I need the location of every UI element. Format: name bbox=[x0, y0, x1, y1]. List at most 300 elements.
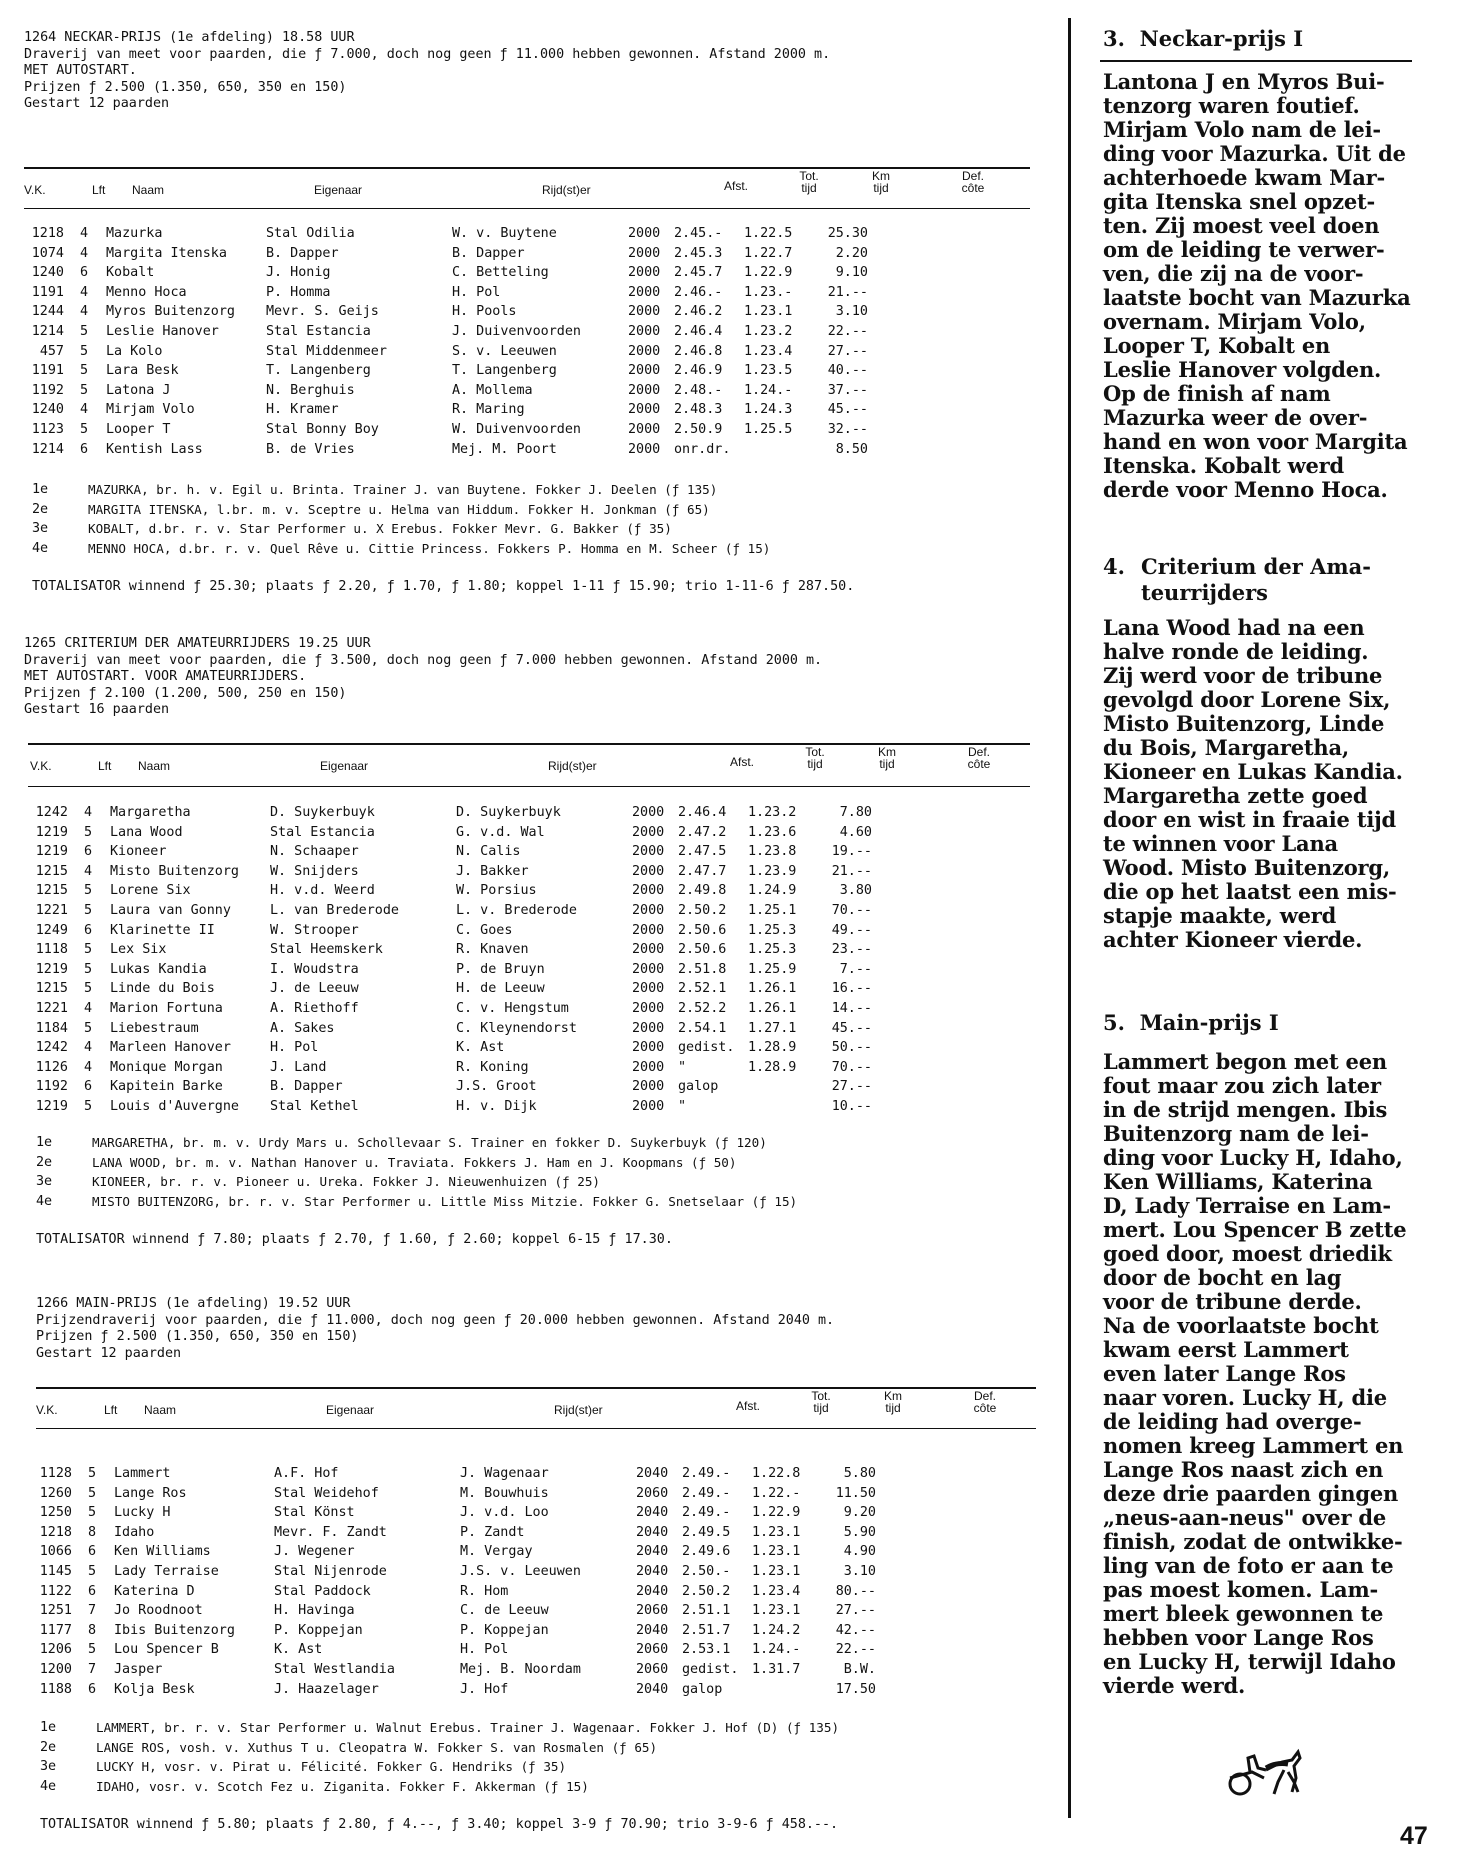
cell-afst: 2000 bbox=[632, 1098, 665, 1114]
cell-rijder: J. v.d. Loo bbox=[460, 1505, 549, 1521]
report-line: hebben voor Lange Ros bbox=[1103, 1625, 1374, 1650]
cell-vk: 1214 bbox=[31, 323, 64, 339]
cell-vk: 1191 bbox=[31, 284, 64, 300]
cell-vk: 1251 bbox=[39, 1603, 72, 1619]
cell-def-cote: 37.-- bbox=[827, 382, 868, 398]
cell-km-tijd: 1.24.- bbox=[752, 1642, 801, 1658]
report-line: Lange Ros naast zich en bbox=[1103, 1457, 1384, 1482]
race-prizes: Prijzen ƒ 2.500 (1.350, 650, 350 en 150) bbox=[36, 1329, 359, 1344]
report-line: halve ronde de leiding. bbox=[1103, 639, 1369, 664]
table-row bbox=[36, 1564, 1036, 1584]
cell-rijder: H. Pol bbox=[460, 1642, 509, 1658]
table-row bbox=[36, 1662, 1036, 1682]
cell-rijder: K. Ast bbox=[456, 1040, 505, 1056]
cell-lft: 6 bbox=[80, 441, 89, 457]
col-rijder: Rijd(st)er bbox=[548, 759, 597, 773]
cell-tot-tijd: galop bbox=[678, 1079, 719, 1095]
cell-def-cote: 7.-- bbox=[839, 961, 872, 977]
race-1264 bbox=[24, 30, 1034, 113]
cell-vk: 1244 bbox=[31, 304, 64, 320]
placing-text: LANGE ROS, vosh. v. Xuthus T u. Cleopatra W. Fokker S. van Rosmalen (ƒ 65) bbox=[96, 1739, 658, 1755]
cell-def-cote: 19.-- bbox=[831, 844, 872, 860]
cell-tot-tijd: " bbox=[678, 1098, 687, 1114]
cell-lft: 7 bbox=[88, 1661, 97, 1677]
cell-lft: 5 bbox=[88, 1466, 97, 1481]
cell-lft: 6 bbox=[84, 844, 93, 860]
cell-tot-tijd: gedist. bbox=[682, 1661, 739, 1677]
cell-naam: Lara Besk bbox=[106, 363, 179, 379]
cell-rijder: B. Dapper bbox=[452, 245, 525, 261]
cell-rijder: C. Goes bbox=[456, 922, 513, 938]
cell-afst: 2000 bbox=[632, 961, 665, 977]
cell-vk: 1184 bbox=[35, 1020, 68, 1036]
cell-lft: 5 bbox=[84, 902, 93, 918]
race-prizes: Prijzen ƒ 2.100 (1.200, 500, 250 en 150) bbox=[24, 685, 347, 701]
race-report-5 bbox=[1103, 1010, 1443, 1698]
cell-eigenaar: Stal Kethel bbox=[270, 1098, 359, 1114]
placing-line bbox=[36, 1135, 1036, 1155]
cell-eigenaar: I. Woudstra bbox=[270, 961, 359, 977]
cell-def-cote: 8.50 bbox=[835, 441, 868, 457]
cell-vk: 1219 bbox=[35, 961, 68, 977]
cell-naam: Kentish Lass bbox=[106, 441, 203, 457]
cell-afst: 2000 bbox=[628, 245, 661, 261]
placing-text: LUCKY H, vosr. v. Pirat u. Félicité. Fokker G. Hendriks (ƒ 35) bbox=[96, 1759, 567, 1775]
report-line: pas moest komen. Lam- bbox=[1103, 1577, 1378, 1602]
cell-tot-tijd: 2.47.2 bbox=[678, 824, 727, 840]
report-text bbox=[1103, 1050, 1443, 1698]
cell-naam: Monique Morgan bbox=[110, 1059, 223, 1075]
cell-def-cote: 25.30 bbox=[827, 226, 868, 241]
cell-km-tijd: 1.24.3 bbox=[744, 402, 793, 418]
placing-line bbox=[40, 1779, 1050, 1799]
report-line: Kioneer en Lukas Kandia. bbox=[1103, 759, 1403, 784]
cell-lft: 5 bbox=[84, 981, 93, 997]
cell-vk: 1206 bbox=[39, 1642, 72, 1658]
cell-lft: 4 bbox=[84, 1000, 93, 1016]
report-text bbox=[1103, 70, 1443, 502]
cell-eigenaar: T. Langenberg bbox=[266, 363, 371, 379]
cell-km-tijd: 1.23.- bbox=[744, 284, 793, 300]
cell-tot-tijd: 2.50.6 bbox=[678, 942, 727, 958]
cell-km-tijd: 1.26.1 bbox=[748, 1000, 797, 1016]
table-row bbox=[28, 265, 1028, 285]
cell-afst: 2000 bbox=[632, 883, 665, 899]
cell-eigenaar: Stal Estancia bbox=[266, 323, 371, 339]
cell-afst: 2040 bbox=[636, 1544, 669, 1560]
table-row bbox=[32, 942, 1032, 962]
cell-eigenaar: K. Ast bbox=[274, 1642, 323, 1658]
cell-afst: 2040 bbox=[636, 1505, 669, 1521]
cell-lft: 5 bbox=[80, 323, 89, 339]
cell-naam: Louis d'Auvergne bbox=[110, 1098, 239, 1114]
page-number: 47 bbox=[1400, 1822, 1428, 1850]
col-eigenaar: Eigenaar bbox=[326, 1403, 375, 1417]
cell-afst: 2000 bbox=[632, 1059, 665, 1075]
cell-naam: Mirjam Volo bbox=[106, 402, 195, 418]
cell-vk: 1240 bbox=[31, 265, 64, 281]
cell-vk: 1123 bbox=[31, 421, 64, 437]
report-text bbox=[1103, 616, 1443, 952]
cell-def-cote: 22.-- bbox=[835, 1642, 876, 1658]
cell-def-cote: 4.60 bbox=[839, 824, 872, 840]
cell-lft: 4 bbox=[80, 226, 89, 241]
cell-km-tijd: 1.23.2 bbox=[744, 323, 793, 339]
report-line: kwam eerst Lammert bbox=[1103, 1337, 1349, 1362]
report-line: Lantona J en Myros Bui- bbox=[1103, 69, 1385, 94]
cell-vk: 1221 bbox=[35, 1000, 68, 1016]
cell-vk: 1145 bbox=[39, 1563, 72, 1579]
cell-afst: 2000 bbox=[632, 1079, 665, 1095]
table-row bbox=[32, 1079, 1032, 1099]
cell-naam: Misto Buitenzorg bbox=[110, 863, 239, 879]
col-lft: Lft bbox=[98, 759, 112, 773]
col-def-cote: Def. côte bbox=[973, 1389, 997, 1415]
col-def-cote: Def. côte bbox=[967, 745, 991, 771]
cell-naam: Kobalt bbox=[106, 265, 155, 281]
cell-tot-tijd: 2.45.7 bbox=[674, 265, 723, 281]
cell-naam: Kapitein Barke bbox=[110, 1079, 223, 1095]
cell-naam: Lange Ros bbox=[114, 1485, 187, 1501]
col-afst: Afst. bbox=[724, 179, 749, 193]
cell-rijder: J.S. v. Leeuwen bbox=[460, 1563, 581, 1579]
cell-naam: Linde du Bois bbox=[110, 981, 215, 997]
report-line: Ken Williams, Katerina bbox=[1103, 1169, 1373, 1194]
race-report-4 bbox=[1103, 554, 1443, 952]
cell-km-tijd: 1.23.5 bbox=[744, 363, 793, 379]
cell-tot-tijd: 2.46.2 bbox=[674, 304, 723, 320]
table-row bbox=[32, 923, 1032, 943]
cell-vk: 1128 bbox=[39, 1466, 72, 1481]
cell-km-tijd: 1.23.2 bbox=[748, 805, 797, 820]
cell-def-cote: 27.-- bbox=[827, 343, 868, 359]
cell-tot-tijd: 2.54.1 bbox=[678, 1020, 727, 1036]
table-row bbox=[36, 1642, 1036, 1662]
cell-rijder: Mej. M. Poort bbox=[452, 441, 557, 457]
table-row bbox=[36, 1623, 1036, 1643]
placings bbox=[32, 482, 1032, 561]
cell-tot-tijd: 2.52.1 bbox=[678, 981, 727, 997]
cell-eigenaar: Mevr. S. Geijs bbox=[266, 304, 379, 320]
cell-tot-tijd: 2.45.3 bbox=[674, 245, 723, 261]
report-line: Mazurka weer de over- bbox=[1103, 405, 1368, 430]
cell-lft: 4 bbox=[80, 304, 89, 320]
cell-rijder: D. Suykerbuyk bbox=[456, 805, 561, 820]
report-line: ding voor Lucky H, Idaho, bbox=[1103, 1145, 1403, 1170]
cell-tot-tijd: 2.50.9 bbox=[674, 421, 723, 437]
report-line: mert bleek gewonnen te bbox=[1103, 1601, 1384, 1626]
cell-def-cote: 3.10 bbox=[835, 304, 868, 320]
cell-km-tijd: 1.25.1 bbox=[748, 902, 797, 918]
cell-rijder: H. de Leeuw bbox=[456, 981, 545, 997]
table-header-rule bbox=[36, 1428, 1036, 1429]
cell-def-cote: 5.80 bbox=[843, 1466, 876, 1481]
cell-tot-tijd: 2.49.6 bbox=[682, 1544, 731, 1560]
cell-eigenaar: B. Dapper bbox=[270, 1079, 343, 1095]
cell-eigenaar: Stal Paddock bbox=[274, 1583, 371, 1599]
report-line: Zij werd voor de tribune bbox=[1103, 663, 1383, 688]
race-title: 1264 NECKAR-PRIJS (1e afdeling) 18.58 UUR bbox=[24, 30, 355, 45]
report-line: gevolgd door Lorene Six, bbox=[1103, 687, 1391, 712]
cell-vk: 1242 bbox=[35, 1040, 68, 1056]
cell-eigenaar: A. Riethoff bbox=[270, 1000, 359, 1016]
table-header-rule bbox=[24, 208, 1030, 209]
report-line: Wood. Misto Buitenzorg, bbox=[1103, 855, 1390, 880]
cell-rijder: H. v. Dijk bbox=[456, 1098, 537, 1114]
cell-afst: 2060 bbox=[636, 1485, 669, 1501]
race-header bbox=[36, 1296, 1046, 1362]
cell-afst: 2040 bbox=[636, 1583, 669, 1599]
cell-lft: 6 bbox=[88, 1544, 97, 1560]
cell-vk: 1214 bbox=[31, 441, 64, 457]
cell-rijder: R. Koning bbox=[456, 1059, 529, 1075]
cell-vk: 1074 bbox=[31, 245, 64, 261]
placing-line bbox=[40, 1720, 1050, 1740]
cell-km-tijd: 1.23.4 bbox=[752, 1583, 801, 1599]
cell-def-cote: 27.-- bbox=[835, 1603, 876, 1619]
placing-text: LANA WOOD, br. m. v. Nathan Hanover u. Traviata. Fokkers J. Ham en J. Koopmans (ƒ 50) bbox=[92, 1154, 737, 1170]
race-starters: Gestart 16 paarden bbox=[24, 702, 170, 717]
placing-rank: 1e bbox=[40, 1720, 57, 1735]
cell-eigenaar: J. de Leeuw bbox=[270, 981, 359, 997]
cell-naam: Looper T bbox=[106, 421, 171, 437]
cell-tot-tijd: 2.48.3 bbox=[674, 402, 723, 418]
cell-tot-tijd: 2.53.1 bbox=[682, 1642, 731, 1658]
cell-afst: 2000 bbox=[632, 1040, 665, 1056]
col-afst: Afst. bbox=[730, 755, 755, 769]
cell-tot-tijd: 2.52.2 bbox=[678, 1000, 727, 1016]
cell-km-tijd: 1.22.- bbox=[752, 1485, 801, 1501]
cell-lft: 5 bbox=[84, 1098, 93, 1114]
cell-eigenaar: Stal Bonny Boy bbox=[266, 421, 379, 437]
cell-lft: 7 bbox=[88, 1603, 97, 1619]
totalisator: TOTALISATOR winnend ƒ 5.80; plaats ƒ 2.80, ƒ 4.--, ƒ 3.40; koppel 3-9 ƒ 70.90; trio 3-9-6 ƒ 458.--. bbox=[40, 1817, 839, 1832]
cell-tot-tijd: 2.48.- bbox=[674, 382, 723, 398]
race-starters: Gestart 12 paarden bbox=[36, 1345, 182, 1361]
cell-afst: 2000 bbox=[628, 304, 661, 320]
table-row bbox=[28, 344, 1028, 364]
cell-rijder: W. Porsius bbox=[456, 883, 537, 899]
cell-eigenaar: A. Sakes bbox=[270, 1020, 335, 1036]
cell-km-tijd: 1.23.6 bbox=[748, 824, 797, 840]
cell-naam: Ken Williams bbox=[114, 1544, 211, 1560]
cell-def-cote: 3.10 bbox=[843, 1563, 876, 1579]
cell-tot-tijd: 2.50.2 bbox=[678, 902, 727, 918]
cell-lft: 4 bbox=[84, 1040, 93, 1056]
race-conditions: Prijzendraverij voor paarden, die ƒ 11.000, doch nog geen ƒ 20.000 hebben gewonnen. Afstand 2040 m. bbox=[36, 1312, 835, 1328]
cell-naam: Mazurka bbox=[106, 226, 163, 241]
placing-line bbox=[36, 1194, 1036, 1214]
report-line: achterhoede kwam Mar- bbox=[1103, 165, 1385, 190]
report-line: naar voren. Lucky H, die bbox=[1103, 1385, 1387, 1410]
report-line: „neus-aan-neus" over de bbox=[1103, 1505, 1387, 1530]
col-afst: Afst. bbox=[736, 1399, 761, 1413]
cell-vk: 1215 bbox=[35, 883, 68, 899]
cell-lft: 4 bbox=[80, 245, 89, 261]
cell-naam: Margaretha bbox=[110, 805, 191, 820]
table-row bbox=[32, 1060, 1032, 1080]
cell-km-tijd: 1.22.9 bbox=[752, 1505, 801, 1521]
cell-lft: 4 bbox=[84, 863, 93, 879]
report-line: ven, die zij na de voor- bbox=[1103, 261, 1364, 286]
col-tot-tijd: Tot. tijd bbox=[811, 1389, 831, 1415]
cell-km-tijd: 1.23.4 bbox=[744, 343, 793, 359]
col-lft: Lft bbox=[92, 183, 106, 197]
cell-def-cote: 50.-- bbox=[831, 1040, 872, 1056]
cell-naam: Margita Itenska bbox=[106, 245, 227, 261]
table-row bbox=[36, 1505, 1036, 1525]
cell-lft: 4 bbox=[84, 805, 93, 820]
report-line: goed door, moest driedik bbox=[1103, 1241, 1392, 1266]
cell-afst: 2000 bbox=[632, 1020, 665, 1036]
report-line: Mirjam Volo nam de lei- bbox=[1103, 117, 1381, 142]
col-vk: V.K. bbox=[24, 183, 46, 197]
report-line: in de strijd mengen. Ibis bbox=[1103, 1097, 1388, 1122]
cell-rijder: W. Duivenvoorden bbox=[452, 421, 581, 437]
cell-km-tijd: 1.23.1 bbox=[752, 1563, 801, 1579]
report-line: Lammert begon met een bbox=[1103, 1049, 1387, 1074]
cell-rijder: J. Wagenaar bbox=[460, 1466, 549, 1481]
cell-afst: 2040 bbox=[636, 1466, 669, 1481]
table-row bbox=[36, 1525, 1036, 1545]
harness-racing-sulky-icon bbox=[1222, 1748, 1302, 1798]
cell-def-cote: 2.20 bbox=[835, 245, 868, 261]
cell-eigenaar: H. v.d. Weerd bbox=[270, 883, 375, 899]
cell-vk: 1191 bbox=[31, 363, 64, 379]
report-line: Itenska. Kobalt werd bbox=[1103, 453, 1345, 478]
cell-afst: 2000 bbox=[628, 382, 661, 398]
report-line: die op het laatst een mis- bbox=[1103, 879, 1397, 904]
cell-km-tijd: 1.28.9 bbox=[748, 1040, 797, 1056]
cell-def-cote: 16.-- bbox=[831, 981, 872, 997]
cell-km-tijd: 1.22.5 bbox=[744, 226, 793, 241]
cell-lft: 5 bbox=[88, 1563, 97, 1579]
cell-naam: Kolja Besk bbox=[114, 1681, 195, 1697]
placing-line bbox=[40, 1740, 1050, 1760]
cell-tot-tijd: 2.49.8 bbox=[678, 883, 727, 899]
cell-def-cote: 45.-- bbox=[827, 402, 868, 418]
cell-km-tijd: 1.28.9 bbox=[748, 1059, 797, 1075]
col-km-tijd: Km tijd bbox=[878, 745, 896, 771]
cell-eigenaar: J. Honig bbox=[266, 265, 331, 281]
cell-def-cote: 70.-- bbox=[831, 1059, 872, 1075]
cell-rijder: H. Pools bbox=[452, 304, 517, 320]
cell-vk: 1249 bbox=[35, 922, 68, 938]
column-divider bbox=[1068, 18, 1071, 1818]
placing-line bbox=[36, 1155, 1036, 1175]
cell-tot-tijd: 2.46.9 bbox=[674, 363, 723, 379]
report-rule bbox=[1100, 60, 1412, 62]
cell-lft: 6 bbox=[80, 265, 89, 281]
col-eigenaar: Eigenaar bbox=[314, 183, 363, 197]
table-row bbox=[32, 825, 1032, 845]
cell-naam: Lou Spencer B bbox=[114, 1642, 219, 1658]
cell-eigenaar: J. Haazelager bbox=[274, 1681, 379, 1697]
cell-eigenaar: L. van Brederode bbox=[270, 902, 399, 918]
cell-eigenaar: P. Koppejan bbox=[274, 1622, 363, 1638]
cell-naam: Marion Fortuna bbox=[110, 1000, 223, 1016]
report-line: Lana Wood had na een bbox=[1103, 615, 1365, 640]
cell-def-cote: 3.80 bbox=[839, 883, 872, 899]
cell-tot-tijd: 2.46.4 bbox=[678, 805, 727, 820]
cell-def-cote: 9.20 bbox=[843, 1505, 876, 1521]
cell-def-cote: 17.50 bbox=[835, 1681, 876, 1697]
cell-afst: 2000 bbox=[632, 844, 665, 860]
cell-def-cote: 22.-- bbox=[827, 323, 868, 339]
cell-naam: Laura van Gonny bbox=[110, 902, 231, 918]
cell-km-tijd: 1.22.9 bbox=[744, 265, 793, 281]
cell-lft: 6 bbox=[84, 922, 93, 938]
cell-afst: 2040 bbox=[636, 1681, 669, 1697]
race-header bbox=[24, 30, 1034, 113]
cell-rijder: J.S. Groot bbox=[456, 1079, 537, 1095]
report-line: Buitenzorg nam de lei- bbox=[1103, 1121, 1369, 1146]
table-row bbox=[36, 1544, 1036, 1564]
cell-eigenaar: Stal Weidehof bbox=[274, 1485, 379, 1501]
table-row bbox=[36, 1486, 1036, 1506]
cell-km-tijd: 1.22.8 bbox=[752, 1466, 801, 1481]
cell-vk: 1122 bbox=[39, 1583, 72, 1599]
col-def-cote: Def. côte bbox=[961, 169, 985, 195]
placing-line bbox=[36, 1174, 1036, 1194]
cell-lft: 5 bbox=[80, 382, 89, 398]
cell-tot-tijd: 2.50.6 bbox=[678, 922, 727, 938]
placings bbox=[36, 1135, 1036, 1214]
race-1266 bbox=[36, 1296, 1046, 1362]
totalisator: TOTALISATOR winnend ƒ 7.80; plaats ƒ 2.70, ƒ 1.60, ƒ 2.60; koppel 6-15 ƒ 17.30. bbox=[36, 1232, 673, 1247]
report-line: ding voor Mazurka. Uit de bbox=[1103, 141, 1406, 166]
cell-afst: 2000 bbox=[632, 1000, 665, 1016]
column-header bbox=[24, 170, 1030, 200]
report-title: 3. Neckar-prijs I bbox=[1103, 26, 1304, 51]
cell-lft: 5 bbox=[84, 1020, 93, 1036]
cell-vk: 1188 bbox=[39, 1681, 72, 1697]
cell-lft: 6 bbox=[88, 1583, 97, 1599]
report-line: om de leiding te verwer- bbox=[1103, 237, 1385, 262]
cell-lft: 4 bbox=[84, 1059, 93, 1075]
column-header bbox=[36, 1390, 1042, 1420]
cell-tot-tijd: 2.49.- bbox=[682, 1466, 731, 1481]
race-prizes: Prijzen ƒ 2.500 (1.350, 650, 350 en 150) bbox=[24, 79, 347, 95]
placing-text: KOBALT, d.br. r. v. Star Performer u. X Erebus. Fokker Mevr. G. Bakker (ƒ 35) bbox=[88, 521, 672, 537]
cell-def-cote: 45.-- bbox=[831, 1020, 872, 1036]
race-conditions: Draverij van meet voor paarden, die ƒ 7.000, doch nog geen ƒ 11.000 hebben gewonnen. Afstand 2000 m. bbox=[24, 46, 831, 62]
report-line: en Lucky H, terwijl Idaho bbox=[1103, 1649, 1396, 1674]
cell-rijder: W. v. Buytene bbox=[452, 226, 557, 241]
cell-naam: Idaho bbox=[114, 1524, 155, 1540]
report-line: vierde werd. bbox=[1103, 1673, 1246, 1698]
cell-tot-tijd: 2.50.- bbox=[682, 1563, 731, 1579]
cell-afst: 2000 bbox=[632, 824, 665, 840]
cell-naam: Liebestraum bbox=[110, 1020, 199, 1036]
cell-lft: 8 bbox=[88, 1524, 97, 1540]
results-table bbox=[32, 805, 1032, 1119]
report-line: de leiding had overge- bbox=[1103, 1409, 1362, 1434]
report-line: du Bois, Margaretha, bbox=[1103, 735, 1349, 760]
placing-rank: 3e bbox=[32, 521, 49, 537]
col-eigenaar: Eigenaar bbox=[320, 759, 369, 773]
cell-tot-tijd: " bbox=[678, 1059, 687, 1075]
race-title: 1266 MAIN-PRIJS (1e afdeling) 19.52 UUR bbox=[36, 1296, 351, 1311]
cell-def-cote: 70.-- bbox=[831, 902, 872, 918]
report-title: 5. Main-prijs I bbox=[1103, 1010, 1279, 1035]
cell-km-tijd: 1.23.9 bbox=[748, 863, 797, 879]
race-header bbox=[24, 636, 1034, 719]
cell-eigenaar: B. Dapper bbox=[266, 245, 339, 261]
cell-def-cote: 14.-- bbox=[831, 1000, 872, 1016]
cell-eigenaar: D. Suykerbuyk bbox=[270, 805, 375, 820]
cell-km-tijd: 1.27.1 bbox=[748, 1020, 797, 1036]
